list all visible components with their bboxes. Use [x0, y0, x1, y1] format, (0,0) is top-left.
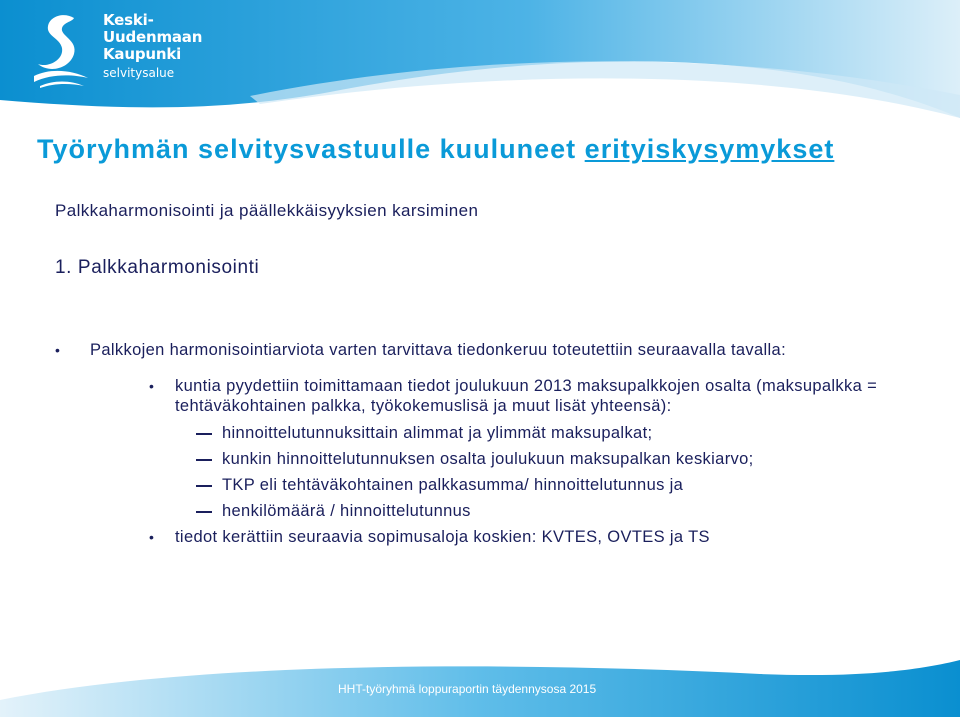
- dash-icon: [196, 511, 212, 513]
- dash-text: hinnoittelutunnuksittain alimmat ja ylimmät maksupalkat;: [222, 424, 653, 442]
- bullet-icon: •: [149, 378, 155, 394]
- slide-subtitle: Palkkaharmonisointi ja päällekkäisyyksien karsiminen: [55, 201, 479, 220]
- dash-text: henkilömäärä / hinnoittelutunnus: [222, 502, 471, 520]
- sub-bullet-item: [55, 527, 915, 547]
- bullet-text: Palkkojen harmonisointiarviota varten tarvittava tiedonkeruu toteutettiin seuraavalla tavalla:: [90, 341, 787, 359]
- sub-bullet-text: tiedot kerättiin seuraavia sopimusaloja koskien: KVTES, OVTES ja TS: [175, 528, 710, 546]
- section-heading: 1. Palkkaharmonisointi: [55, 257, 260, 278]
- footer-banner: [0, 640, 960, 717]
- logo-line-1: Keski-: [103, 11, 154, 29]
- dash-icon: [196, 433, 212, 435]
- sub-bullet-text: kuntia pyydettiin toimittamaan tiedot joulukuun 2013 maksupalkkojen osalta (maksupalkka = tehtäväkohtainen palkka, työkokemuslisä ja muut lisät yhteensä):: [175, 377, 878, 415]
- bullet-icon: •: [149, 529, 155, 545]
- sub-bullet-item: [55, 376, 915, 416]
- dash-item: [55, 421, 915, 445]
- slide-title: [37, 134, 834, 165]
- dash-text: TKP eli tehtäväkohtainen palkkasumma/ hinnoittelutunnus ja: [222, 476, 684, 494]
- logo-wordmark: [103, 12, 202, 81]
- footer-text: HHT-työryhmä loppuraportin täydennysosa 2015: [338, 682, 597, 696]
- logo-line-3: Kaupunki: [103, 45, 182, 63]
- dash-icon: [196, 485, 212, 487]
- slide-title-text: Työryhmän selvitysvastuulle kuuluneet: [37, 134, 585, 164]
- logo-line-2: Uudenmaan: [103, 28, 203, 46]
- dash-item: [55, 447, 915, 471]
- dash-item: [55, 473, 915, 497]
- swan-logo-icon: [30, 10, 96, 90]
- bullet-icon: •: [55, 342, 61, 358]
- dash-item: [55, 499, 915, 523]
- dash-text: kunkin hinnoittelutunnuksen osalta joulukuun maksupalkan keskiarvo;: [222, 450, 754, 468]
- dash-icon: [196, 459, 212, 461]
- slide-content: [55, 339, 915, 547]
- logo-subtitle: selvitysalue: [103, 66, 175, 80]
- slide-title-underlined: erityiskysymykset: [584, 134, 835, 164]
- bullet-item: [55, 339, 915, 362]
